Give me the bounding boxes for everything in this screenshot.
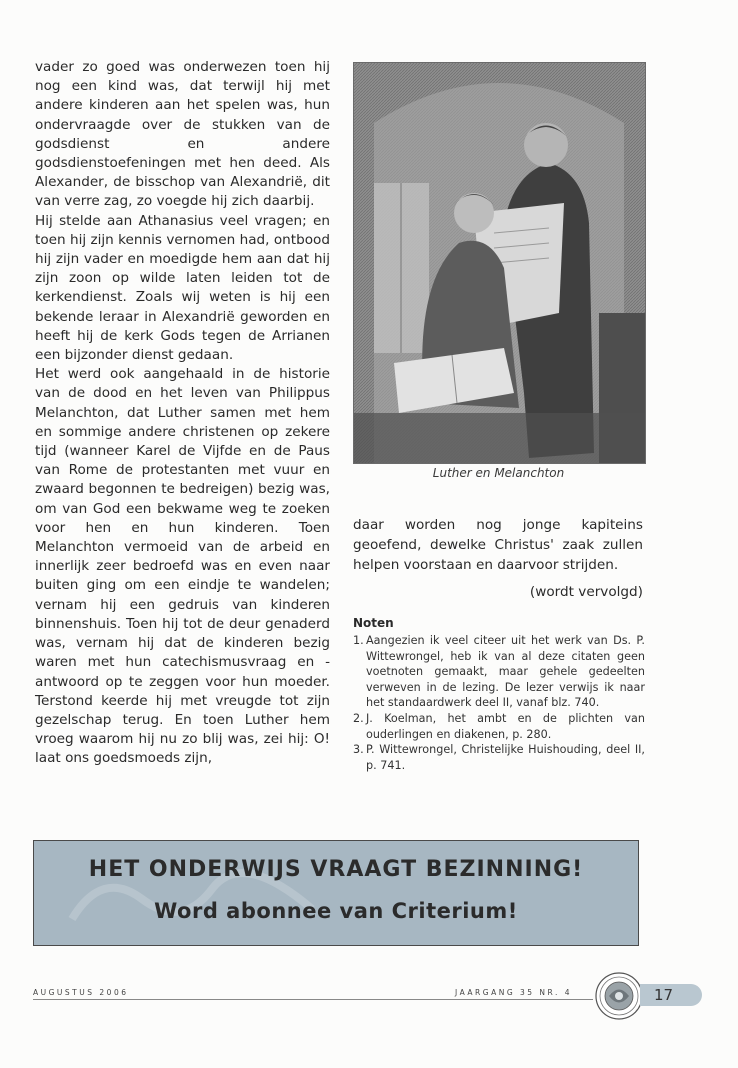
footer-date: AUGUSTUS 2006 (33, 988, 129, 997)
article-right-column (353, 515, 643, 575)
note-item: 2. J. Koelman, het ambt en de plichten van ouderlingen en diakenen, p. 280. (353, 711, 645, 741)
image-caption: Luther en Melanchton (432, 466, 565, 480)
footer-divider (33, 999, 593, 1000)
subscription-banner[interactable] (33, 840, 639, 946)
banner-headline: HET ONDERWIJS VRAAGT BEZINNING! (88, 857, 584, 882)
article-paragraph: Hij stelde aan Athanasius veel vragen; en toen hij zijn kennis vernomen had, ontbood hij zijn vader en moedigde hem aan dat hij zijn zoon op wilde laten leiden tot de kerkendienst. Zoals wij weten is hij een bekende leraar in Alexandrië geworden en heeft hij de kerk Gods tegen de Arrianen een bijzonder dienst gedaan. (35, 212, 330, 364)
article-paragraph: vader zo goed was onderwezen toen hij nog een kind was, dat terwijl hij met andere kinderen aan het spelen was, hun ondervraagde over de stukken van de godsdienst en andere godsdienstoefeningen met hen deed. Als Alexander, de bisschop van Alexandrië, dit van verre zag, zo voegde hij zich daarbij. (35, 59, 330, 210)
page-number: 17 (654, 986, 674, 1004)
footer-issue: JAARGANG 35 NR. 4 (455, 988, 573, 997)
article-paragraph: daar worden nog jonge kapiteins geoefend, dewelke Christus' zaak zullen helpen voorstaan en daarvoor strijden. (353, 517, 643, 573)
luther-melanchton-illustration (353, 62, 646, 464)
banner-subline: Word abonnee van Criterium! (154, 899, 518, 923)
note-item: 3. P. Wittewrongel, Christelijke Huishouding, deel II, p. 741. (353, 743, 645, 772)
to-be-continued: (wordt vervolgd) (529, 584, 643, 600)
notes-list (353, 633, 645, 773)
article-paragraph: Het werd ook aangehaald in de historie van de dood en het leven van Philippus Melanchton, dat Luther samen met hem en sommige andere christenen op zekere tijd (wanneer Karel de Vijfde en de Paus van Rome de protestanten met vuur en zwaard begonnen te bedreigen) bezig was, om van God een bekwame weg te zoeken voor hen en hun kinderen. Toen Melanchton vermoeid van de arbeid en innerlijk zeer bedroefd was en even naar buiten ging om een eindje te wandelen; vernam hij een gedruis van kinderen binnenshuis. Toen hij tot de deur genaderd was, vernam hij dat de kinderen bezig waren met hun catechismusvraag en -antwoord op te zeggen voor hun moeder. Terstond keerde hij met vreugde tot zijn gezelschap terug. En toen Luther hem vroeg waarom hij nu zo blij was, zei hij: O! laat ons goedsmoeds zijn, (35, 366, 330, 767)
notes-heading: Noten (353, 616, 394, 630)
note-item: 1. Aangezien ik veel citeer uit het werk van Ds. P. Wittewrongel, heb ik van al deze citaten geen voetnoten gemaakt, maar gehele gedeelten verweven in de lezing. De lezer verwijs ik naar het standaardwerk deel II, vanaf blz. 740. (353, 634, 645, 710)
publication-seal-icon (594, 971, 644, 1021)
article-left-column (35, 58, 330, 769)
